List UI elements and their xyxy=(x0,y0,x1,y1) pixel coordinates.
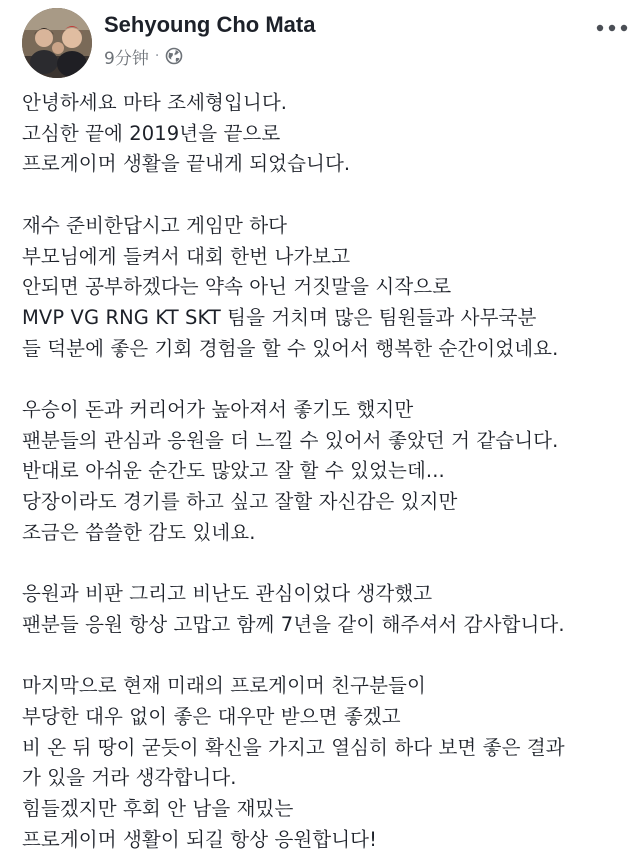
post-line: 부당한 대우 없이 좋은 대우만 받으면 좋겠고 xyxy=(22,705,401,728)
avatar[interactable] xyxy=(22,8,92,78)
post-line: 프로게이머 생활이 되길 항상 응원합니다! xyxy=(22,827,378,851)
post-paragraph xyxy=(22,88,632,180)
globe-icon[interactable] xyxy=(165,47,183,65)
post-line: 팬분들의 관심과 응원을 더 느낄 수 있어서 좋았던 거 같습니다. xyxy=(22,428,559,452)
post-line: 응원과 비판 그리고 비난도 관심이었다 생각했고 xyxy=(22,582,433,606)
post-line: 프로게이머 생활을 끝내게 되었습니다. xyxy=(22,152,351,176)
post-line: 당장이라도 경기를 하고 싶고 잘할 자신감은 있지만 xyxy=(22,490,458,514)
post-line: 팬분들 응원 항상 고맙고 함께 7년을 같이 해주셔서 감사합니다. xyxy=(22,612,565,636)
post-header xyxy=(0,0,640,88)
post-line: 힘들겠지만 후회 안 남을 재밌는 xyxy=(22,797,294,821)
meta-separator: · xyxy=(154,48,160,64)
post-line: 들 덕분에 좋은 기회 경험을 할 수 있어서 행복한 순간이었네요. xyxy=(22,336,559,360)
post-line: 재수 준비한답시고 게임만 하다 xyxy=(22,213,288,237)
post-paragraph xyxy=(22,395,632,549)
post-timestamp[interactable]: 9分钟 xyxy=(104,48,149,69)
post-paragraph xyxy=(22,579,632,640)
post-line: 비 온 뒤 땅이 굳듯이 확신을 가지고 열심히 하다 보면 좋은 결과 xyxy=(22,735,565,759)
post-line: 마지막으로 현재 미래의 프로게이머 친구분들이 xyxy=(22,674,426,698)
avatar-photo xyxy=(22,8,92,78)
post-line: 부모님에게 들켜서 대회 한번 나가보고 xyxy=(22,244,351,268)
post-line: MVP VG RNG KT SKT 팀을 거치며 많은 팀원들과 사무국분 xyxy=(22,305,537,329)
post-line: 우승이 돈과 커리어가 높아져서 좋기도 했지만 xyxy=(22,398,414,421)
post-body xyxy=(22,88,632,856)
post-line: 안되면 공부하겠다는 약속 아닌 거짓말을 시작으로 xyxy=(22,275,452,299)
post-paragraph xyxy=(22,671,632,855)
author-name[interactable]: Sehyoung Cho Mata xyxy=(104,12,316,37)
post-line: 가 있을 거라 생각합니다. xyxy=(22,766,237,790)
post-line: 반대로 아쉬운 순간도 많았고 잘 할 수 있었는데... xyxy=(22,459,445,483)
post-line: 조금은 씁쓸한 감도 있네요. xyxy=(22,520,256,544)
post-line: 안녕하세요 마타 조세형입니다. xyxy=(22,91,288,114)
post-meta xyxy=(104,44,183,68)
more-horizontal-icon xyxy=(596,24,628,32)
post-line: 고심한 끝에 2019년을 끝으로 xyxy=(22,121,281,145)
post-paragraph xyxy=(22,211,632,365)
more-options-button[interactable] xyxy=(594,14,630,42)
